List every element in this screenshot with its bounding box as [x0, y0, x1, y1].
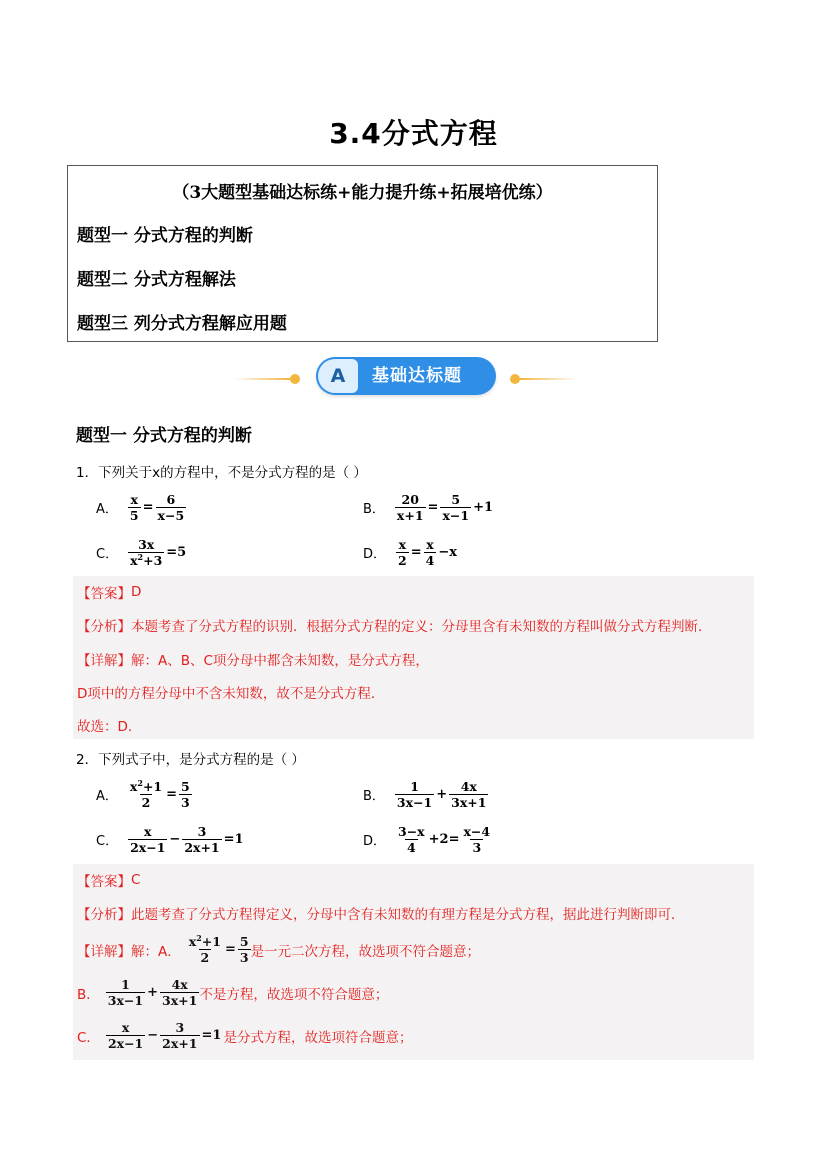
q1-option-b: B． $\frac{20}{x+1}$ = $\frac{5}{x-1}$ +1	[363, 492, 494, 523]
fraction: $\frac{3-x}{4}$	[398, 824, 425, 855]
option-letter: B．	[363, 502, 385, 517]
q1-detail: 【详解】 解：A、B、C项分母中都含未知数，是分式方程，	[77, 653, 429, 669]
q2-answer-panel	[73, 864, 754, 1060]
option-letter: B．	[363, 789, 385, 804]
banner-line-right	[520, 378, 578, 380]
fraction: $\frac{x^2+1}{2}$	[129, 777, 163, 810]
fraction: $\frac{x^2+1}{2}$	[188, 932, 221, 965]
option-letter: A．	[96, 789, 118, 804]
fraction: $\frac{1}{3x-1}$	[107, 977, 144, 1008]
fraction: $\frac{1}{3x-1}$	[396, 779, 433, 810]
banner-dot-right	[510, 374, 520, 384]
fraction: $\frac{3}{2x+1}$	[162, 1020, 198, 1051]
banner-dot-left	[290, 374, 300, 384]
option-letter: A．	[96, 502, 118, 517]
outline-subtitle: （3大题型基础达标练+能力提升练+拓展培优练）	[172, 183, 553, 203]
option-letter: C．	[96, 834, 119, 849]
q1-answer-panel	[73, 576, 754, 739]
q2-detail-b: B． $\frac{1}{3x-1}$ + $\frac{4x}{3x+1}$ 不是方程，故选项不符合题意；	[77, 977, 389, 1008]
banner-badge: A	[318, 359, 358, 393]
q1-answer: 【答案】 D	[77, 584, 142, 602]
q1-option-d: D． $\frac{x}{2}$ = $\frac{x}{4}$ −x	[363, 537, 457, 568]
question-1-stem: 1．下列关于x的方程中，不是分式方程的是（ ）	[76, 465, 367, 481]
fraction: $\frac{x}{2}$	[398, 537, 407, 568]
section-banner	[316, 357, 496, 395]
outline-box	[67, 165, 658, 342]
outline-item-2: 题型二 分式方程解法	[77, 270, 236, 290]
q1-option-a: A． $\frac{x}{5}$ = $\frac{6}{x-5}$	[96, 492, 185, 523]
q1-detail-line-2: D项中的方程分母中不含未知数，故不是分式方程．	[77, 686, 385, 702]
q1-analysis: 【分析】 本题考查了分式方程的识别．根据分式方程的定义：分母里含有未知数的方程叫做分式方程判断．	[77, 619, 712, 635]
q2-option-d: D． $\frac{3-x}{4}$ +2= $\frac{x-4}{3}$	[363, 824, 491, 855]
q2-answer: 【答案】 C	[77, 872, 141, 890]
fraction: $\frac{20}{x+1}$	[396, 492, 424, 523]
banner-label: 基础达标题	[372, 366, 462, 386]
question-2-stem: 2．下列式子中，是分式方程的是（ ）	[76, 752, 305, 768]
q2-analysis: 【分析】 此题考查了分式方程得定义，分母中含有未知数的有理方程是分式方程，据此进行判断即可．	[77, 907, 685, 923]
fraction: $\frac{x}{5}$	[129, 492, 139, 523]
q2-detail-a: 【详解】 解：A． $\frac{x^2+1}{2}$ = $\frac{5}{3}$ 是一元二次方程，故选项不符合题意；	[77, 932, 481, 965]
q2-option-a: A． $\frac{x^2+1}{2}$ = $\frac{5}{3}$	[96, 777, 190, 810]
page-title: 3.4分式方程	[329, 117, 498, 150]
banner-line-left	[232, 378, 290, 380]
q2-detail-c: C． $\frac{x}{2x-1}$ − $\frac{3}{2x+1}$ =1 是分式方程，故选项符合题意；	[77, 1020, 413, 1051]
fraction: $\frac{5}{3}$	[181, 779, 190, 810]
fraction: $\frac{x}{2x-1}$	[130, 824, 166, 855]
option-letter: D．	[363, 547, 387, 562]
q2-option-b: B． $\frac{1}{3x-1}$ + $\frac{4x}{3x+1}$	[363, 779, 487, 810]
section-heading: 题型一 分式方程的判断	[76, 426, 252, 446]
option-letter: C．	[96, 547, 119, 562]
fraction: $\frac{3}{2x+1}$	[184, 824, 220, 855]
fraction: $\frac{4x}{3x+1}$	[162, 977, 198, 1008]
q1-detail-line-3: 故选：D．	[77, 719, 142, 735]
option-letter: D．	[363, 834, 387, 849]
fraction: $\frac{4x}{3x+1}$	[451, 779, 487, 810]
fraction: $\frac{5}{3}$	[239, 934, 249, 965]
q2-option-c: C． $\frac{x}{2x-1}$ − $\frac{3}{2x+1}$ =1	[96, 824, 244, 855]
fraction: $\frac{x}{2x-1}$	[107, 1020, 144, 1051]
fraction: $\frac{x}{4}$	[425, 537, 435, 568]
outline-item-3: 题型三 列分式方程解应用题	[77, 314, 287, 334]
outline-item-1: 题型一 分式方程的判断	[77, 226, 253, 246]
fraction: $\frac{6}{x-5}$	[157, 492, 185, 523]
fraction: $\frac{x-4}{3}$	[463, 824, 491, 855]
q1-option-c: C． $\frac{3x}{x^2+3}$ =5	[96, 537, 187, 568]
fraction: $\frac{5}{x-1}$	[442, 492, 470, 523]
fraction: $\frac{3x}{x^2+3}$	[130, 537, 163, 568]
